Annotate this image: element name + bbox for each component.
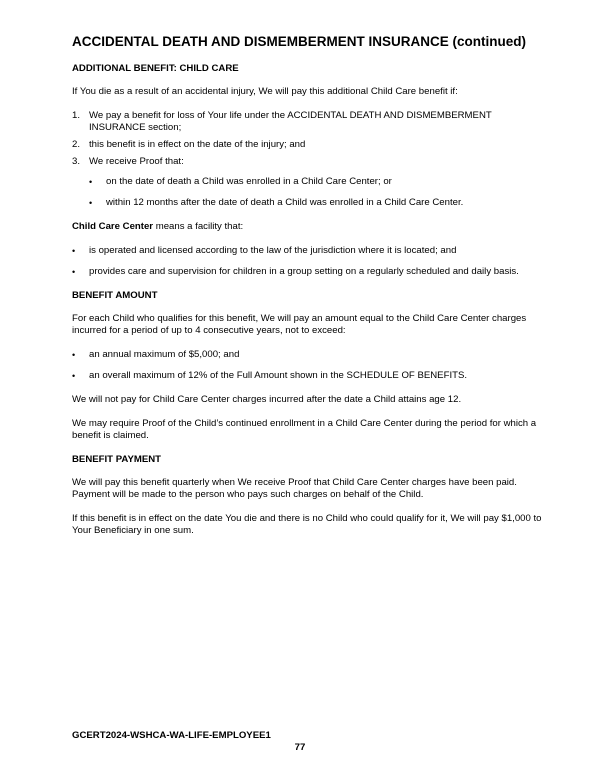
limit-list-item	[72, 370, 548, 382]
benefit-payment-heading: BENEFIT PAYMENT	[72, 454, 162, 465]
condition-item	[72, 156, 548, 168]
benefit-amount-heading: BENEFIT AMOUNT	[72, 290, 158, 301]
document-body	[72, 34, 548, 549]
definition-list-item	[72, 266, 548, 278]
proof-list-item	[89, 197, 548, 209]
definition-list-item	[72, 245, 548, 257]
proof-enrollment-paragraph: We may require Proof of the Child’s continued enrollment in a Child Care Center during the period for which a benefit is claimed.	[72, 418, 537, 441]
limit-item-text: an overall maximum of 12% of the Full Amount shown in the SCHEDULE OF BENEFITS.	[89, 370, 468, 381]
additional-benefit-heading: ADDITIONAL BENEFIT: CHILD CARE	[72, 63, 239, 74]
condition-text: this benefit is in effect on the date of the injury; and	[89, 139, 306, 150]
limit-list-item	[72, 349, 548, 361]
footer-code: GCERT2024-WSHCA-WA-LIFE-EMPLOYEE1	[72, 730, 271, 741]
proof-list-item	[89, 176, 548, 188]
bullet-icon: •	[89, 198, 93, 208]
benefit-amount-paragraph: For each Child who qualifies for this benefit, We will pay an amount equal to the Child Care Center charges incurred for a period of up to 4 consecutive years, not to exceed:	[72, 313, 527, 336]
condition-text: We receive Proof that:	[89, 156, 184, 167]
bullet-icon: •	[72, 371, 76, 381]
condition-text: We pay a benefit for loss of Your life under the ACCIDENTAL DEATH AND DISMEMBERMENT INSURANCE section;	[89, 110, 492, 133]
proof-item-text: within 12 months after the date of death a Child was enrolled in a Child Care Center.	[106, 197, 464, 208]
page-number: 77	[294, 742, 306, 753]
age-limit-paragraph: We will not pay for Child Care Center charges incurred after the date a Child attains age 12.	[72, 394, 462, 405]
definition-term: Child Care Center	[72, 221, 154, 232]
condition-number: 3.	[72, 156, 81, 167]
bullet-icon: •	[89, 177, 93, 187]
intro-paragraph: If You die as a result of an accidental injury, We will pay this additional Child Care benefit if:	[72, 86, 458, 97]
condition-number: 1.	[72, 110, 81, 121]
page-title: ACCIDENTAL DEATH AND DISMEMBERMENT INSURANCE (continued)	[72, 34, 526, 49]
definition-rest: means a facility that:	[153, 221, 244, 232]
definition-item-text: provides care and supervision for children in a group setting on a regularly scheduled and daily basis.	[89, 266, 519, 277]
definition-item-text: is operated and licensed according to the law of the jurisdiction where it is located; and	[89, 245, 457, 256]
payment-paragraph: We will pay this benefit quarterly when We receive Proof that Child Care Center charges have been paid. Payment will be made to the person who pays such charges on behalf of the Child.	[72, 477, 517, 500]
condition-number: 2.	[72, 139, 81, 150]
condition-item	[72, 110, 548, 134]
bullet-icon: •	[72, 246, 76, 256]
bullet-icon: •	[72, 267, 76, 277]
definition-paragraph	[72, 221, 548, 233]
bullet-icon: •	[72, 350, 76, 360]
proof-item-text: on the date of death a Child was enrolled in a Child Care Center; or	[106, 176, 392, 187]
limit-item-text: an annual maximum of $5,000; and	[89, 349, 240, 360]
condition-item	[72, 139, 548, 151]
no-child-paragraph: If this benefit is in effect on the date You die and there is no Child who could qualify for it, We will pay $1,000 to Your Beneficiary in one sum.	[72, 513, 542, 536]
